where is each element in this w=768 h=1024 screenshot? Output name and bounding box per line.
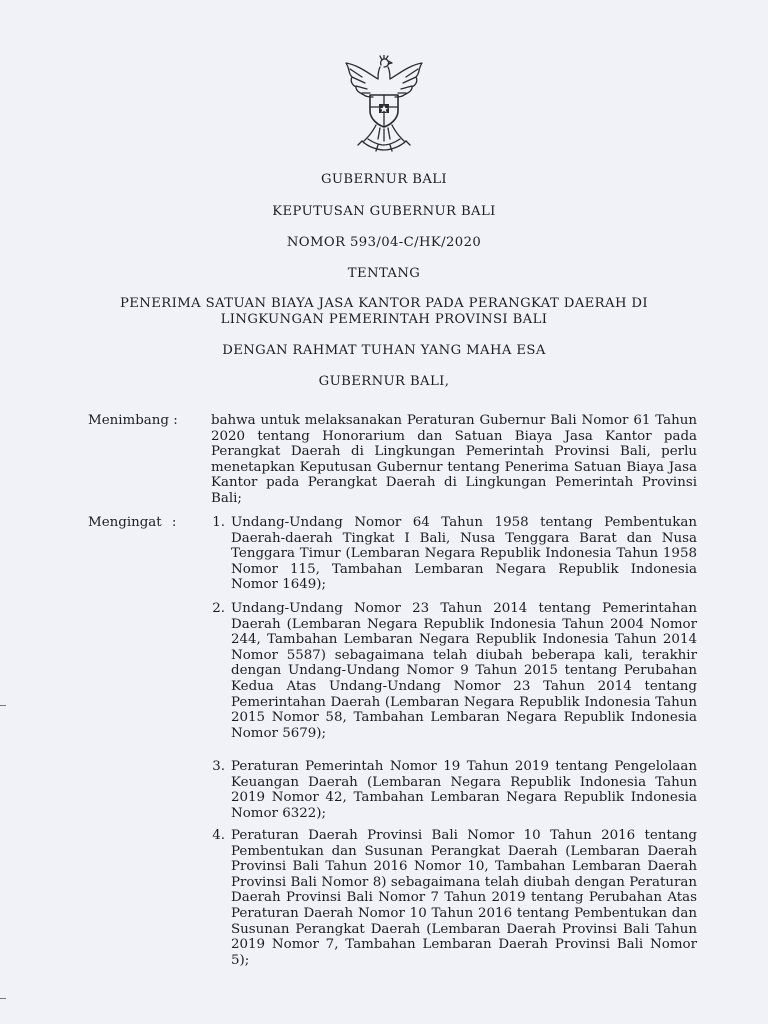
mengingat-item-number: 3.	[212, 759, 225, 774]
garuda-pancasila-emblem-icon	[338, 55, 430, 155]
mengingat-item-number: 1.	[212, 515, 225, 530]
subject-line-1: PENERIMA SATUAN BIAYA JASA KANTOR PADA PERANGKAT DAERAH DI	[119, 296, 649, 311]
invocation: DENGAN RAHMAT TUHAN YANG MAHA ESA	[222, 343, 546, 358]
mengingat-item-number: 4.	[212, 828, 225, 843]
scan-edge-mark	[0, 705, 6, 706]
mengingat-item-2: Undang-Undang Nomor 23 Tahun 2014 tentang Pemerintahan Daerah (Lembaran Negara Republik Indonesia Tahun 2004 Nomor 244, Tambahan Lembaran Negara Republik Indonesia Tahun 2014 Nomor 5587) sebagaimana telah diubah beberapa kali, terakhir dengan Undang-Undang Nomor 9 Tahun 2015 tentang Perubahan Kedua Atas Undang-Undang Nomor 23 Tahun 2014 tentang Pemerintahan Daerah (Lembaran Negara Republik Indonesia Tahun 2015 Nomor 58, Tambahan Lembaran Negara Republik Indonesia Nomor 5679);	[231, 601, 697, 741]
mengingat-item-number: 2.	[212, 601, 225, 616]
decree-type: KEPUTUSAN GUBERNUR BALI	[272, 204, 496, 219]
menimbang-label: Menimbang :	[88, 413, 178, 428]
about-label: TENTANG	[347, 266, 421, 281]
subject-line-2: LINGKUNGAN PEMERINTAH PROVINSI BALI	[220, 312, 548, 327]
issuer: GUBERNUR BALI,	[318, 374, 450, 389]
mengingat-label: Mengingat :	[88, 515, 177, 530]
office-title: GUBERNUR BALI	[320, 172, 448, 187]
menimbang-text: bahwa untuk melaksanakan Peraturan Gubernur Bali Nomor 61 Tahun 2020 tentang Honorarium dan Satuan Biaya Jasa Kantor pada Perangkat Daerah di Lingkungan Pemerintah Provinsi Bali, perlu menetapkan Keputusan Gubernur tentang Penerima Satuan Biaya Jasa Kantor pada Perangkat Daerah di Lingkungan Pemerintah Provinsi Bali;	[211, 413, 697, 506]
mengingat-item-3: Peraturan Pemerintah Nomor 19 Tahun 2019 tentang Pengelolaan Keuangan Daerah (Lembaran Negara Republik Indonesia Tahun 2019 Nomor 42, Tambahan Lembaran Negara Republik Indonesia Nomor 6322);	[231, 759, 697, 821]
scan-edge-mark	[0, 998, 6, 999]
mengingat-item-1: Undang-Undang Nomor 64 Tahun 1958 tentang Pembentukan Daerah-daerah Tingkat I Bali, Nusa Tenggara Barat dan Nusa Tenggara Timur (Lembaran Negara Republik Indonesia Tahun 1958 Nomor 115, Tambahan Lembaran Negara Republik Indonesia Nomor 1649);	[231, 515, 697, 593]
decree-number: NOMOR 593/04-C/HK/2020	[286, 235, 482, 250]
mengingat-item-4: Peraturan Daerah Provinsi Bali Nomor 10 Tahun 2016 tentang Pembentukan dan Susunan Perangkat Daerah (Lembaran Daerah Provinsi Bali Tahun 2016 Nomor 10, Tambahan Lembaran Daerah Provinsi Bali Nomor 8) sebagaimana telah diubah dengan Peraturan Daerah Provinsi Bali Nomor 7 Tahun 2019 tentang Perubahan Atas Peraturan Daerah Nomor 10 Tahun 2016 tentang Pembentukan dan Susunan Perangkat Daerah (Lembaran Daerah Provinsi Bali Tahun 2019 Nomor 7, Tambahan Lembaran Daerah Provinsi Bali Nomor 5);	[231, 828, 697, 968]
